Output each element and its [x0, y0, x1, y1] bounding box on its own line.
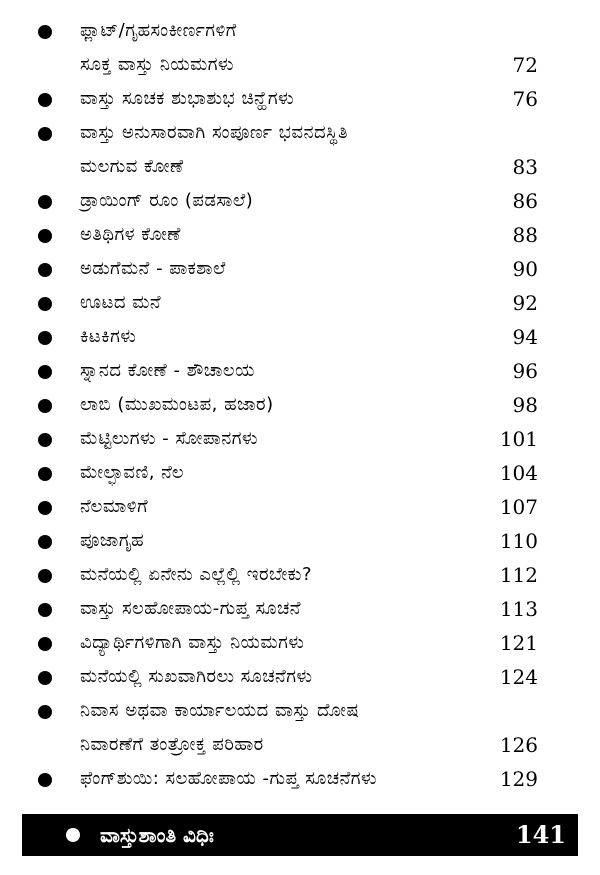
- bullet-icon: [38, 229, 52, 243]
- toc-page-number: 107: [499, 495, 538, 519]
- toc-page-number: 90: [512, 257, 538, 281]
- toc-page-number: 98: [512, 393, 538, 417]
- toc-page-number: 112: [499, 563, 538, 587]
- toc-entry-title: ಲಾಬಿ (ಮುಖಮಂಟಪ, ಹಜಾರ): [80, 394, 274, 415]
- toc-entry: [0, 524, 600, 558]
- toc-entry-title: ವಿದ್ಯಾರ್ಥಿಗಳಿಗಾಗಿ ವಾಸ್ತು ನಿಯಮಗಳು: [80, 632, 305, 653]
- toc-entry-title: ಫೆಂಗ್‌ಶುಯಿ: ಸಲಹೋಪಾಯ -ಗುಪ್ತ ಸೂಚನೆಗಳು: [80, 768, 378, 789]
- toc-entry: [0, 286, 600, 320]
- section-title: ವಾಸ್ತುಶಾಂತಿ ವಿಧಿಃ: [100, 823, 214, 847]
- bullet-icon: [38, 603, 52, 617]
- bullet-icon: [38, 637, 52, 651]
- toc-page-number: 83: [512, 155, 538, 179]
- section-footer-bar: [22, 814, 578, 856]
- toc-entry: [0, 388, 600, 422]
- toc-entry: [0, 218, 600, 252]
- toc-page-number: 96: [512, 359, 538, 383]
- toc-entry-title: ವಾಸ್ತು ಅನುಸಾರವಾಗಿ ಸಂಪೂರ್ಣ ಭವನದಸ್ಥಿತಿ: [80, 122, 349, 143]
- bullet-icon: [38, 399, 52, 413]
- toc-entry-title: ಮನೆಯಲ್ಲಿ ಏನೇನು ಎಲ್ಲೆಲ್ಲಿ ಇರಬೇಕು?: [80, 564, 313, 585]
- toc-entry: [0, 320, 600, 354]
- toc-page-number: 129: [499, 767, 538, 791]
- toc-entry-title: ನೆಲಮಾಳಿಗೆ: [80, 496, 149, 517]
- toc-page-number: 121: [499, 631, 538, 655]
- bullet-icon: [38, 569, 52, 583]
- section-page-number: 141: [515, 820, 566, 849]
- toc-page-number: 94: [512, 325, 538, 349]
- toc-entry: [0, 694, 600, 762]
- bullet-icon: [38, 705, 52, 719]
- toc-page-number: 92: [512, 291, 538, 315]
- toc-entry-title: ಡ್ರಾಯಿಂಗ್ ರೂಂ (ಪಡಸಾಲೆ): [80, 190, 254, 211]
- toc-entry-title: ವಾಸ್ತು ಸಲಹೋಪಾಯ-ಗುಪ್ತ ಸೂಚನೆ: [80, 598, 302, 619]
- toc-entry: [0, 184, 600, 218]
- toc-entry: [0, 14, 600, 82]
- bullet-icon: [38, 297, 52, 311]
- toc-entry-title: ನಿವಾಸ ಅಥವಾ ಕಾರ್ಯಾಲಯದ ವಾಸ್ತು ದೋಷ: [80, 700, 360, 721]
- toc-entry-title: ನಿವಾರಣೆಗೆ ತಂತ್ರೋಕ್ತ ಪರಿಹಾರ: [80, 734, 264, 755]
- toc-page-number: 126: [499, 733, 538, 757]
- toc-page-number: 113: [499, 597, 538, 621]
- toc-page-number: 110: [499, 529, 538, 553]
- bullet-icon: [38, 195, 52, 209]
- bullet-icon: [38, 93, 52, 107]
- toc-entry-title: ಮಲಗುವ ಕೋಣೆ: [80, 156, 184, 177]
- bullet-icon: [38, 365, 52, 379]
- toc-page-number: 72: [512, 53, 538, 77]
- toc-entry-title: ಸ್ನಾನದ ಕೋಣೆ - ಶೌಚಾಲಯ: [80, 360, 255, 381]
- bullet-icon: [66, 828, 80, 842]
- toc-entry: [0, 558, 600, 592]
- toc-entry-title: ಮೆಟ್ಟಿಲುಗಳು - ಸೋಪಾನಗಳು: [80, 428, 259, 449]
- bullet-icon: [38, 331, 52, 345]
- toc-entry: [0, 626, 600, 660]
- toc-entry-title: ಸೂಕ್ತ ವಾಸ್ತು ನಿಯಮಗಳು: [80, 54, 234, 75]
- toc-page-number: 86: [512, 189, 538, 213]
- toc-entry: [0, 354, 600, 388]
- bullet-icon: [38, 25, 52, 39]
- bullet-icon: [38, 535, 52, 549]
- bullet-icon: [38, 671, 52, 685]
- toc-entry-title: ಫ್ಲಾಟ್/ಗೃಹಸಂಕೀರ್ಣಗಳಿಗೆ: [80, 20, 237, 41]
- toc-entry-title: ಮೇಲ್ಛಾವಣಿ, ನೆಲ: [80, 462, 184, 483]
- toc-entry: [0, 660, 600, 694]
- bullet-icon: [38, 433, 52, 447]
- toc-entry-title: ಅಡುಗೆಮನೆ - ಪಾಕಶಾಲೆ: [80, 258, 226, 279]
- toc-entry: [0, 82, 600, 116]
- toc-page-number: 76: [512, 87, 538, 111]
- bullet-icon: [38, 127, 52, 141]
- toc-page-number: 124: [499, 665, 538, 689]
- bullet-icon: [38, 773, 52, 787]
- toc-entry: [0, 592, 600, 626]
- toc-entry: [0, 456, 600, 490]
- table-of-contents: [0, 14, 600, 796]
- toc-entry-title: ಕಿಟಕಿಗಳು: [80, 326, 137, 347]
- toc-entry-title: ಮನೆಯಲ್ಲಿ ಸುಖವಾಗಿರಲು ಸೂಚನೆಗಳು: [80, 666, 313, 687]
- bullet-icon: [38, 467, 52, 481]
- toc-entry: [0, 762, 600, 796]
- toc-entry-title: ಅತಿಥಿಗಳ ಕೋಣೆ: [80, 224, 181, 245]
- toc-entry-title: ವಾಸ್ತು ಸೂಚಕ ಶುಭಾಶುಭ ಚಿನ್ಹೆಗಳು: [80, 88, 295, 109]
- bullet-icon: [38, 501, 52, 515]
- toc-page-number: 104: [499, 461, 538, 485]
- toc-entry-title: ಊಟದ ಮನೆ: [80, 292, 162, 313]
- toc-page-number: 101: [499, 427, 538, 451]
- bullet-icon: [38, 263, 52, 277]
- toc-page-number: 88: [512, 223, 538, 247]
- toc-entry: [0, 422, 600, 456]
- toc-entry: [0, 490, 600, 524]
- toc-entry: [0, 252, 600, 286]
- toc-entry: [0, 116, 600, 184]
- toc-entry-title: ಪೂಜಾಗೃಹ: [80, 530, 145, 551]
